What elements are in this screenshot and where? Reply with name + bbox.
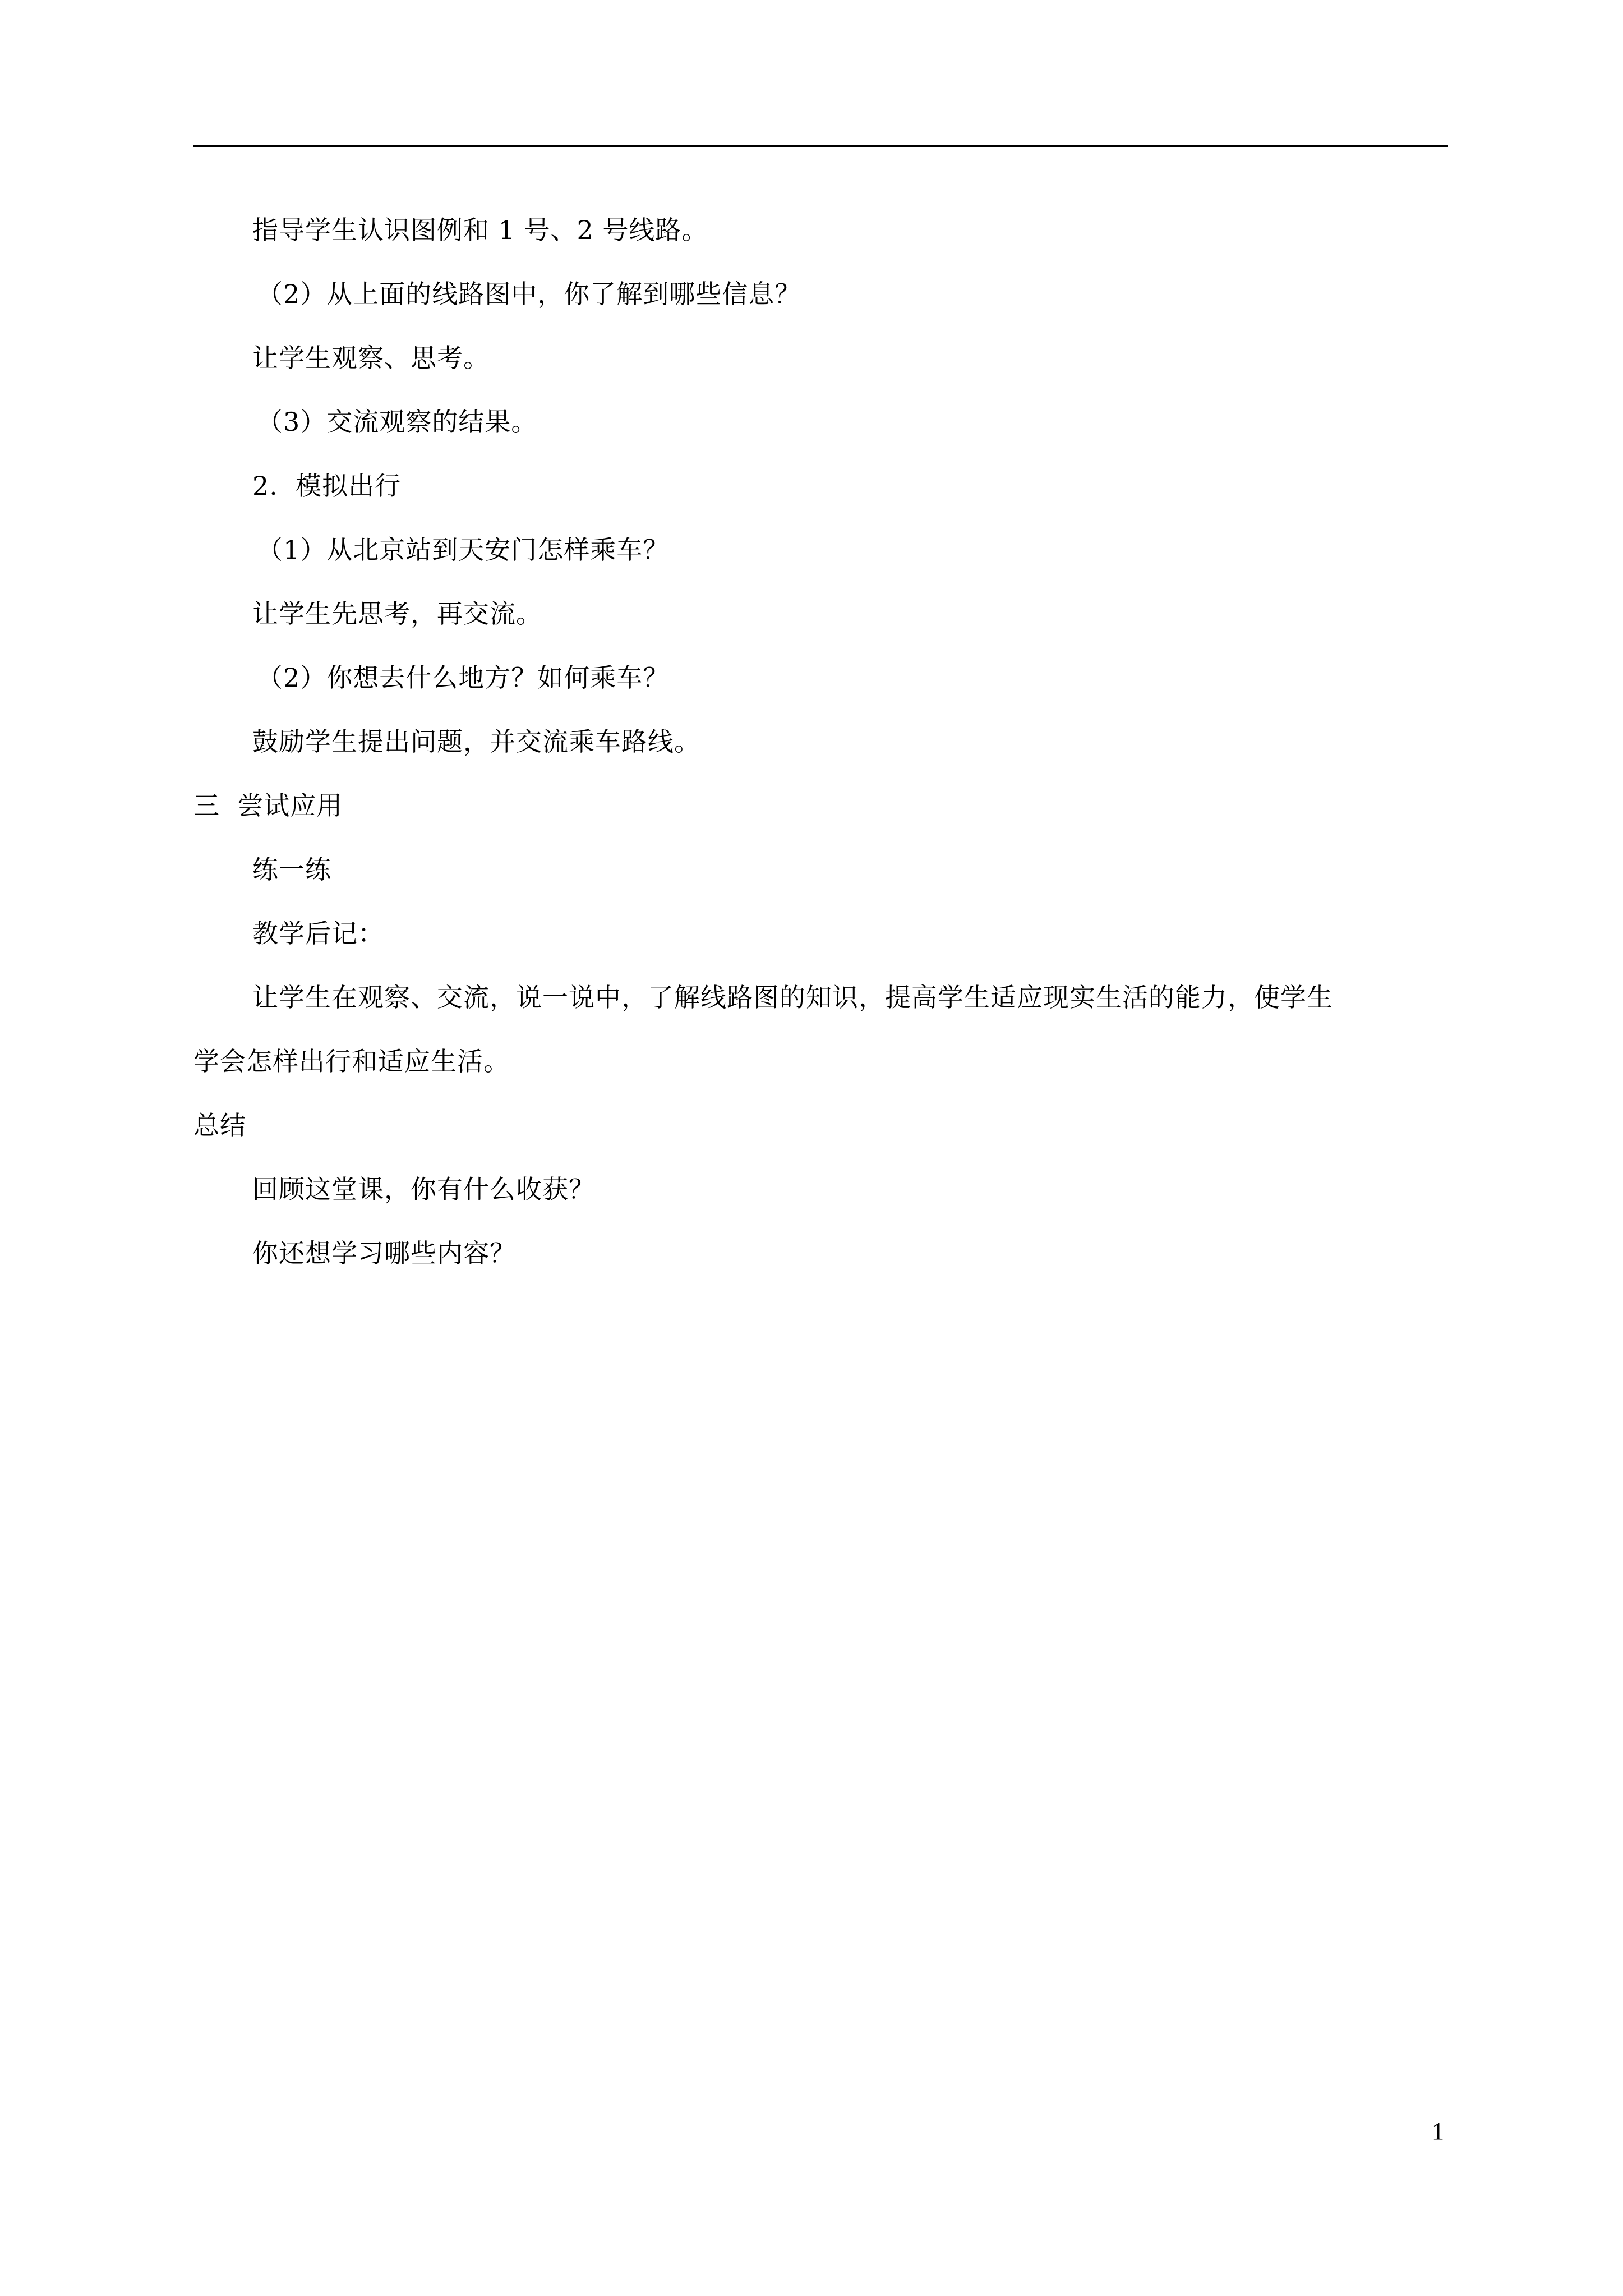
- page-number: 1: [1432, 2118, 1444, 2145]
- text-line-2: （2）从上面的线路图中，你了解到哪些信息？: [257, 279, 801, 309]
- text-line-13: 让学生在观察、交流，说一说中，了解线路图的知识，提高学生适应现实生活的能力，使学生: [252, 982, 1333, 1013]
- text-line-11: 练一练: [252, 854, 331, 885]
- text-line-16: 回顾这堂课，你有什么收获？: [252, 1174, 595, 1204]
- text-line-3: 让学生观察、思考。: [252, 343, 490, 373]
- text-line-5: 2. 模拟出行: [252, 471, 402, 501]
- text-line-4: （3）交流观察的结果。: [257, 407, 538, 437]
- header-rule: [193, 145, 1448, 147]
- text-line-8: （2）你想去什么地方？如何乘车？: [257, 662, 670, 693]
- text-line-17: 你还想学习哪些内容？: [252, 1238, 516, 1268]
- text-line-12: 教学后记：: [252, 918, 384, 949]
- text-line-9: 鼓励学生提出问题，并交流乘车路线。: [252, 726, 700, 757]
- text-line-1: 指导学生认识图例和 1 号、2 号线路。: [252, 215, 708, 245]
- section-heading-summary: 总结: [193, 1110, 246, 1140]
- text-line-7: 让学生先思考，再交流。: [252, 599, 542, 629]
- text-line-6: （1）从北京站到天安门怎样乘车？: [257, 535, 670, 565]
- text-line-14: 学会怎样出行和适应生活。: [193, 1046, 510, 1076]
- section-heading-try-apply: 三 尝试应用: [193, 790, 343, 821]
